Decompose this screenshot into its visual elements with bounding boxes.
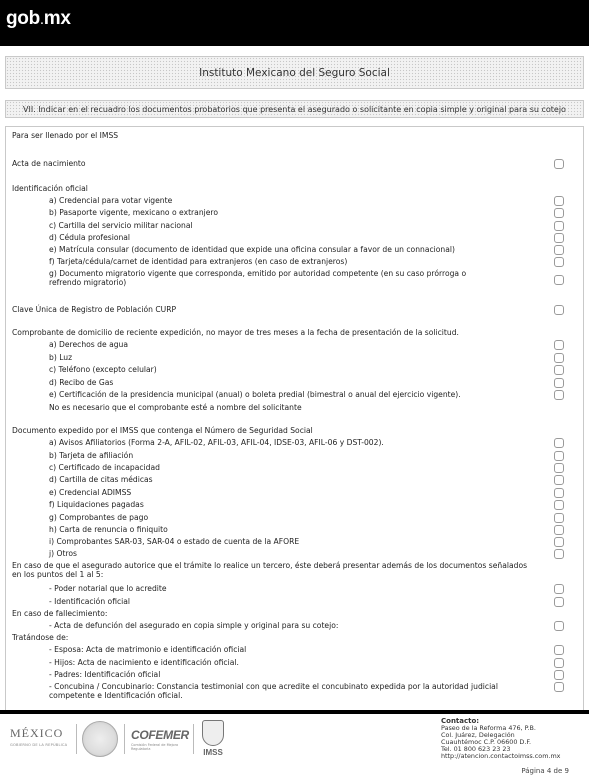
checklist-item-label: e) Matrícula consular (documento de identidad que expide una oficina consular a favor de un connacional) (49, 245, 455, 254)
checklist-item-label: a) Derechos de agua (49, 340, 129, 349)
checklist-item-label: d) Cédula profesional (49, 233, 131, 242)
section-title-box (5, 100, 584, 118)
contact-url[interactable]: http://atencion.contactoimss.com.mx (441, 752, 561, 760)
logo-divider (76, 724, 77, 754)
top-header-bar (0, 0, 589, 46)
checklist-item-label: b) Pasaporte vigente, mexicano o extranjero (49, 208, 219, 217)
checklist-item-label: - Esposa: Acta de matrimonio e identificación oficial (49, 645, 247, 654)
checklist-item-label: En caso de fallecimiento: (12, 609, 108, 618)
checklist-item-label: e) Credencial ADIMSS (49, 488, 132, 497)
contact-line: Cuauhtémoc C.P. 06600 D.F. (441, 738, 532, 746)
checklist-checkbox[interactable] (554, 340, 564, 350)
document-checklist (5, 126, 584, 711)
checklist-checkbox[interactable] (554, 584, 564, 594)
logo-divider (124, 724, 125, 754)
checklist-checkbox[interactable] (554, 621, 564, 631)
checklist-item-label: Identificación oficial (12, 184, 88, 193)
imss-logo: IMSS (200, 720, 226, 760)
checklist-item-label: No es necesario que el comprobante esté a nombre del solicitante (49, 403, 302, 412)
checklist-item-label: - Acta de defunción del asegurado en copia simple y original para su cotejo: (49, 621, 339, 630)
checklist-checkbox[interactable] (554, 451, 564, 461)
checklist-checkbox[interactable] (554, 257, 564, 267)
checklist-checkbox[interactable] (554, 645, 564, 655)
checklist-item-label: d) Cartilla de citas médicas (49, 475, 153, 484)
checklist-item-label: h) Carta de renuncia o finiquito (49, 525, 168, 534)
checklist-checkbox[interactable] (554, 670, 564, 680)
imss-shield-icon (202, 720, 224, 746)
checklist-checkbox[interactable] (554, 500, 564, 510)
checklist-checkbox[interactable] (554, 488, 564, 498)
checklist-item-label: j) Otros (49, 549, 77, 558)
checklist-item-label: Acta de nacimiento (12, 159, 86, 168)
gobmx-logo[interactable]: gob.mx (6, 8, 71, 29)
checklist-item-label: - Padres: Identificación oficial (49, 670, 161, 679)
checklist-item-label: En caso de que el asegurado autorice que el trámite lo realice un tercero, éste deberá presentar además de los documentos señalados en los puntos del 1 al 5: (12, 561, 528, 579)
checklist-checkbox[interactable] (554, 513, 564, 523)
checklist-checkbox[interactable] (554, 463, 564, 473)
checklist-checkbox[interactable] (554, 365, 564, 375)
checklist-checkbox[interactable] (554, 305, 564, 315)
checklist-checkbox[interactable] (554, 221, 564, 231)
checklist-item-label: d) Recibo de Gas (49, 378, 114, 387)
checklist-item-label: c) Certificado de incapacidad (49, 463, 160, 472)
checklist-checkbox[interactable] (554, 682, 564, 692)
national-seal-icon (82, 721, 118, 757)
checklist-checkbox[interactable] (554, 208, 564, 218)
checklist-checkbox[interactable] (554, 378, 564, 388)
footer (0, 714, 589, 766)
logo-divider (193, 724, 194, 754)
checklist-item-label: g) Comprobantes de pago (49, 513, 149, 522)
checklist-checkbox[interactable] (554, 597, 564, 607)
checklist-item-label: Para ser llenado por el IMSS (12, 131, 119, 140)
contact-line: Col. Juárez, Delegación (441, 731, 515, 739)
checklist-item-label: - Poder notarial que lo acredite (49, 584, 167, 593)
checklist-checkbox[interactable] (554, 390, 564, 400)
checklist-item-label: Documento expedido por el IMSS que contenga el Número de Seguridad Social (12, 426, 313, 435)
checklist-item-label: b) Tarjeta de afiliación (49, 451, 134, 460)
checklist-item-label: Comprobante de domicilio de reciente expedición, no mayor de tres meses a la fecha de presentación de la solicitud. (12, 328, 459, 337)
checklist-checkbox[interactable] (554, 658, 564, 668)
checklist-checkbox[interactable] (554, 475, 564, 485)
mexico-logo: MÉXICO GOBIERNO DE LA REPÚBLICA (10, 726, 68, 747)
institute-title: Instituto Mexicano del Seguro Social (199, 66, 390, 79)
page-number: Página 4 de 9 (521, 767, 569, 775)
contact-line: Paseo de la Reforma 476, P.B. (441, 724, 536, 732)
checklist-item-label: c) Teléfono (excepto celular) (49, 365, 157, 374)
checklist-item-label: f) Liquidaciones pagadas (49, 500, 144, 509)
checklist-checkbox[interactable] (554, 245, 564, 255)
checklist-item-label: Clave Única de Registro de Población CURP (12, 305, 177, 314)
checklist-item-label: a) Credencial para votar vigente (49, 196, 173, 205)
checklist-item-label: f) Tarjeta/cédula/carnet de identidad para extranjeros (en caso de extranjeros) (49, 257, 348, 266)
checklist-item-label: a) Avisos Afiliatorios (Forma 2-A, AFIL-02, AFIL-03, AFIL-04, IDSE-03, AFIL-06 y DST-002). (49, 438, 384, 447)
checklist-checkbox[interactable] (554, 196, 564, 206)
checklist-item-label: b) Luz (49, 353, 73, 362)
contact-line: Tel. 01 800 623 23 23 (441, 745, 511, 753)
checklist-checkbox[interactable] (554, 549, 564, 559)
checklist-checkbox[interactable] (554, 159, 564, 169)
cofemer-logo: COFEMER Comisión Federal de Mejora Regulatoria (131, 728, 189, 751)
checklist-item-label: c) Cartilla del servicio militar nacional (49, 221, 193, 230)
checklist-item-label: - Concubina / Concubinario: Constancia testimonial con que acredite el concubinato expedida por la autoridad judicial competente e Identificación oficial. (49, 682, 498, 700)
contact-info (441, 718, 587, 760)
section-title: VII. Indicar en el recuadro los documentos probatorios que presenta el asegurado o solicitante en copia simple y original para su cotejo (23, 104, 566, 114)
checklist-checkbox[interactable] (554, 353, 564, 363)
checklist-item-label: - Hijos: Acta de nacimiento e identificación oficial. (49, 658, 239, 667)
checklist-item-label: Tratándose de: (12, 633, 69, 642)
checklist-item-label: i) Comprobantes SAR-03, SAR-04 o estado de cuenta de la AFORE (49, 537, 300, 546)
institute-title-box (5, 56, 584, 89)
checklist-item-label: e) Certificación de la presidencia municipal (anual) o boleta predial (bimestral o anual del ejercicio vigente). (49, 390, 461, 399)
contact-title: Contacto: (441, 717, 480, 725)
checklist-checkbox[interactable] (554, 525, 564, 535)
checklist-checkbox[interactable] (554, 233, 564, 243)
checklist-checkbox[interactable] (554, 537, 564, 547)
checklist-checkbox[interactable] (554, 275, 564, 285)
checklist-checkbox[interactable] (554, 438, 564, 448)
checklist-item-label: g) Documento migratorio vigente que corresponda, emitido por autoridad competente (en su caso prórroga o refrendo migratorio) (49, 269, 467, 287)
checklist-item-label: - Identificación oficial (49, 597, 131, 606)
